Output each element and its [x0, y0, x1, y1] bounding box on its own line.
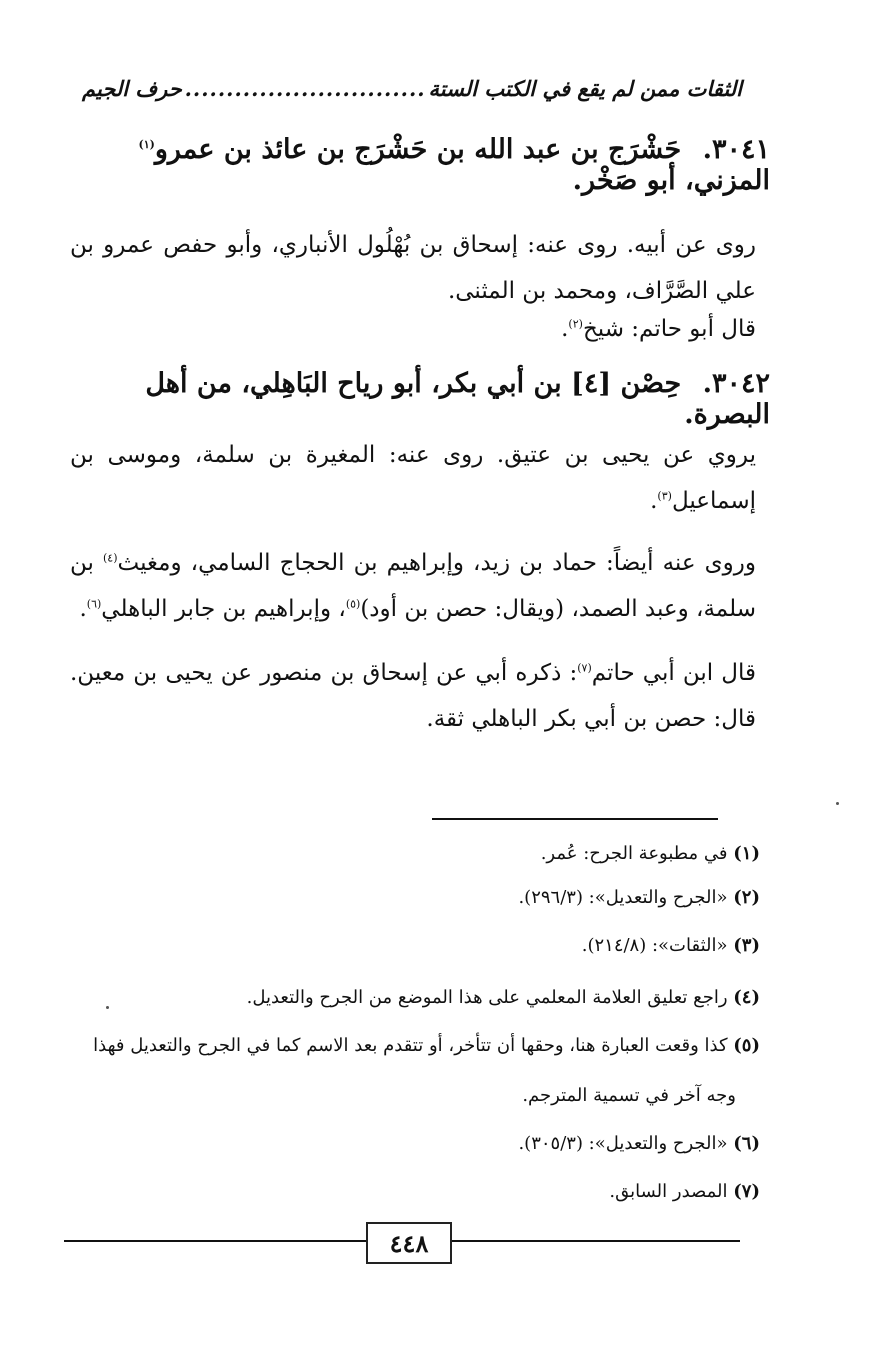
paragraph-text: قال أبو حاتم: شيخ — [582, 316, 756, 342]
footnote-mark: (٦) — [86, 597, 102, 611]
footnote-text: راجع تعليق العلامة المعلمي على هذا الموضع من الجرح والتعديل. — [246, 987, 728, 1008]
footnote-mark: (٢) — [568, 317, 583, 331]
footnote-mark: (٥) — [345, 597, 361, 611]
paragraph-text: . — [561, 316, 569, 342]
paragraph-narrators: روى عن أبيه. روى عنه: إسحاق بن بُهْلُول الأنباري، وأبو حفص عمرو بن علي الصَّرَّاف، ومحمد بن المثنى. — [70, 232, 756, 304]
entry-heading-3041 — [90, 134, 770, 196]
entry-number: ٣٠٤٢. — [702, 368, 770, 399]
entry-title-rest: المزني، أبو صَخْر. — [572, 165, 770, 196]
footnote-1 — [46, 840, 760, 868]
paragraph-yarwi — [70, 432, 756, 524]
paragraph-text: : ذكره أبي عن إسحاق بن منصور عن يحيى بن معين. قال: حصن بن أبي بكر الباهلي ثقة. — [70, 660, 756, 732]
header-chapter: حرف الجيم — [82, 76, 182, 101]
footnote-label: (٣) — [733, 935, 760, 956]
paragraph-rawa-anhu — [70, 540, 756, 632]
entry-number: ٣٠٤١. — [702, 134, 770, 165]
footnote-text: «الجرح والتعديل»: (٣٠٥/٣). — [518, 1133, 728, 1154]
footnote-label: (٥) — [733, 1035, 760, 1056]
footnote-label: (٧) — [733, 1181, 760, 1202]
header-dots: ............................. — [184, 76, 426, 101]
running-header — [82, 76, 742, 101]
footnote-mark: (٧) — [577, 661, 592, 675]
entry-heading-3042 — [90, 368, 770, 430]
paragraph-text: قال ابن أبي حاتم — [591, 660, 756, 686]
scan-speck — [836, 802, 839, 805]
page-number: ٤٤٨ — [389, 1228, 429, 1258]
paragraph-abu-hatim — [70, 306, 756, 352]
footnote-2 — [46, 884, 760, 912]
paragraph-text: ، وإبراهيم بن جابر الباهلي — [101, 596, 346, 622]
bottom-rule-left — [64, 1240, 366, 1242]
scan-speck — [106, 1006, 109, 1009]
footnote-text: «الجرح والتعديل»: (٢٩٦/٣). — [518, 887, 728, 908]
footnote-4 — [46, 984, 760, 1012]
footnote-7 — [46, 1178, 760, 1206]
entry-title: حِصْن [٤] بن أبي بكر، أبو رياح البَاهِلي، من أهل البصرة. — [145, 368, 770, 430]
footnote-text: «الثقات»: (٢١٤/٨). — [581, 935, 728, 956]
header-book-title: الثقات ممن لم يقع في الكتب الستة — [428, 76, 742, 101]
footnote-text: كذا وقعت العبارة هنا، وحقها أن تتأخر، أو تتقدم بعد الاسم كما في الجرح والتعديل فهذا — [93, 1035, 728, 1056]
footnote-label: (٤) — [733, 987, 760, 1008]
footnote-mark: (٤) — [103, 551, 118, 565]
footnote-mark: (٣) — [657, 489, 672, 503]
footnote-5-continued — [46, 1082, 736, 1110]
paragraph-text: وروى عنه أيضاً: حماد بن زيد، وإبراهيم بن الحجاج السامي، ومغيث — [117, 550, 756, 576]
footnote-6 — [46, 1130, 760, 1158]
paragraph-text: . — [650, 488, 658, 514]
footnote-text: وجه آخر في تسمية المترجم. — [522, 1085, 736, 1106]
page-number-box — [366, 1222, 452, 1264]
paragraph-text: . — [79, 596, 87, 622]
footnote-label: (١) — [733, 843, 760, 864]
footnote-mark: (١) — [138, 138, 155, 151]
bottom-rule-right — [452, 1240, 740, 1242]
footnote-label: (٢) — [733, 887, 760, 908]
paragraph-ibn-abi-hatim — [70, 650, 756, 742]
footnote-separator — [432, 818, 718, 820]
footnote-label: (٦) — [733, 1133, 760, 1154]
footnote-text: المصدر السابق. — [609, 1181, 728, 1202]
footnote-5 — [46, 1032, 760, 1060]
footnote-3 — [46, 932, 760, 960]
footnote-text: في مطبوعة الجرح: عُمر. — [540, 843, 728, 864]
paragraph-text: يروي عن يحيى بن عتيق. روى عنه: المغيرة بن سلمة، وموسى بن إسماعيل — [70, 442, 756, 514]
paragraph-text: بن سلمة، وعبد الصمد، (ويقال: حصن بن أود) — [70, 550, 756, 622]
entry-title: حَشْرَج بن عبد الله بن حَشْرَج بن عائذ بن عمرو — [154, 134, 682, 165]
